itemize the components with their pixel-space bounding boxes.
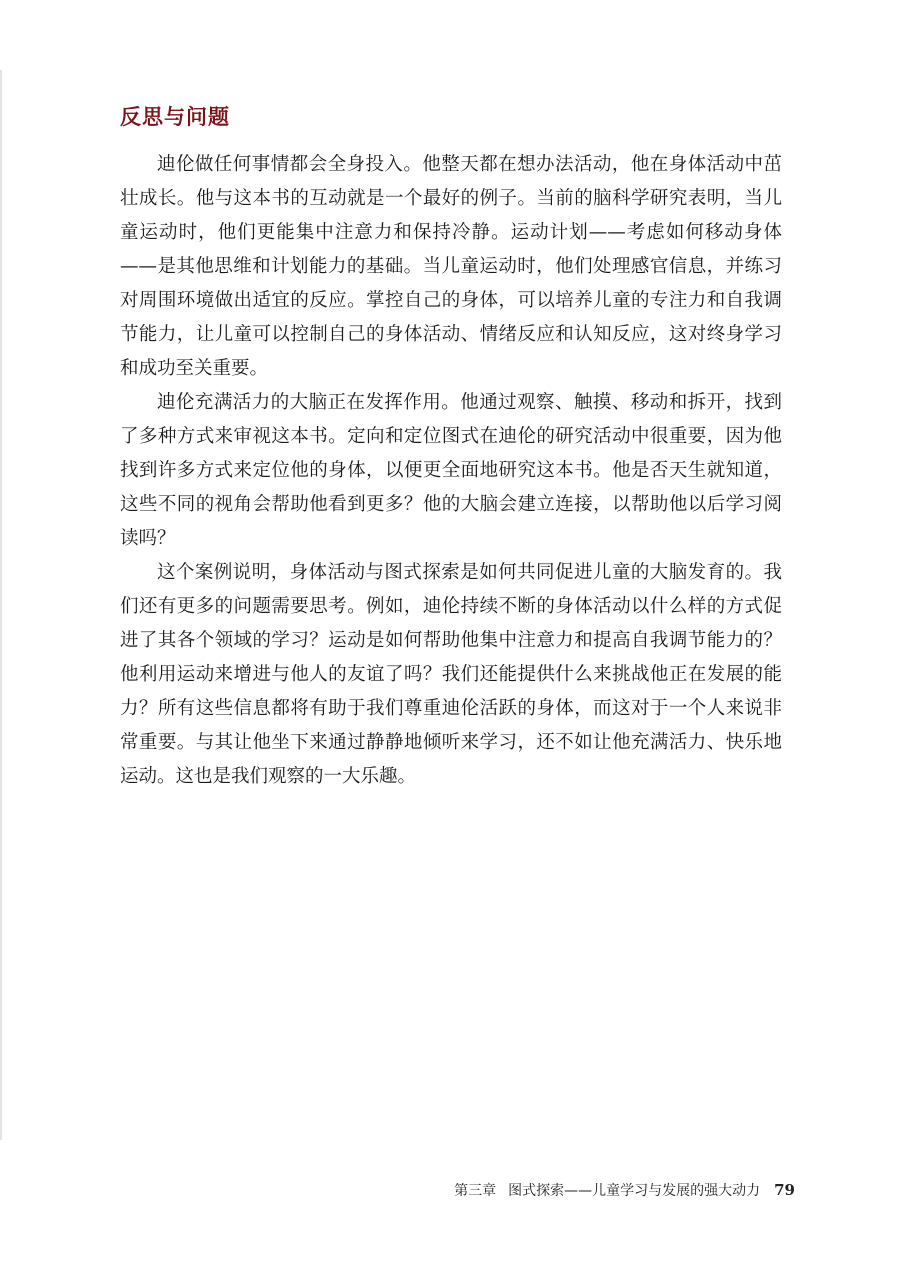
paragraph-2: 迪伦充满活力的大脑正在发挥作用。他通过观察、触摸、移动和拆开，找到了多种方式来审视这本书。定向和定位图式在迪伦的研究活动中很重要，因为他找到许多方式来定位他的身体，以便更全面地研究这本书。他是否天生就知道，这些不同的视角会帮助他看到更多？他的大脑会建立连接，以帮助他以后学习阅读吗？ [120, 392, 782, 549]
page-number: 79 [774, 1181, 795, 1199]
section-title: 反思与问题 [120, 104, 230, 129]
page-footer [454, 1180, 795, 1200]
paragraph-3: 这个案例说明，身体活动与图式探索是如何共同促进儿童的大脑发育的。我们还有更多的问题需要思考。例如，迪伦持续不断的身体活动以什么样的方式促进了其各个领域的学习？运动是如何帮助他集中注意力和提高自我调节能力的？他利用运动来增进与他人的友谊了吗？我们还能提供什么来挑战他正在发展的能力？所有这些信息都将有助于我们尊重迪伦活跃的身体，而这对于一个人来说非常重要。与其让他坐下来通过静静地倾听来学习，还不如让他充满活力、快乐地运动。这也是我们观察的一大乐趣。 [120, 562, 782, 787]
footer-chapter-label: 第三章 [454, 1183, 497, 1199]
footer-chapter-title: 图式探索——儿童学习与发展的强大动力 [508, 1183, 761, 1199]
page-edge-shadow [0, 70, 2, 1140]
paragraph-1: 迪伦做任何事情都会全身投入。他整天都在想办法活动，他在身体活动中茁壮成长。他与这本书的互动就是一个最好的例子。当前的脑科学研究表明，当儿童运动时，他们更能集中注意力和保持冷静。运动计划——考虑如何移动身体——是其他思维和计划能力的基础。当儿童运动时，他们处理感官信息，并练习对周围环境做出适宜的反应。掌控自己的身体，可以培养儿童的专注力和自我调节能力，让儿童可以控制自己的身体活动、情绪反应和认知反应，这对终身学习和成功至关重要。 [120, 154, 782, 379]
page-content [120, 100, 782, 794]
